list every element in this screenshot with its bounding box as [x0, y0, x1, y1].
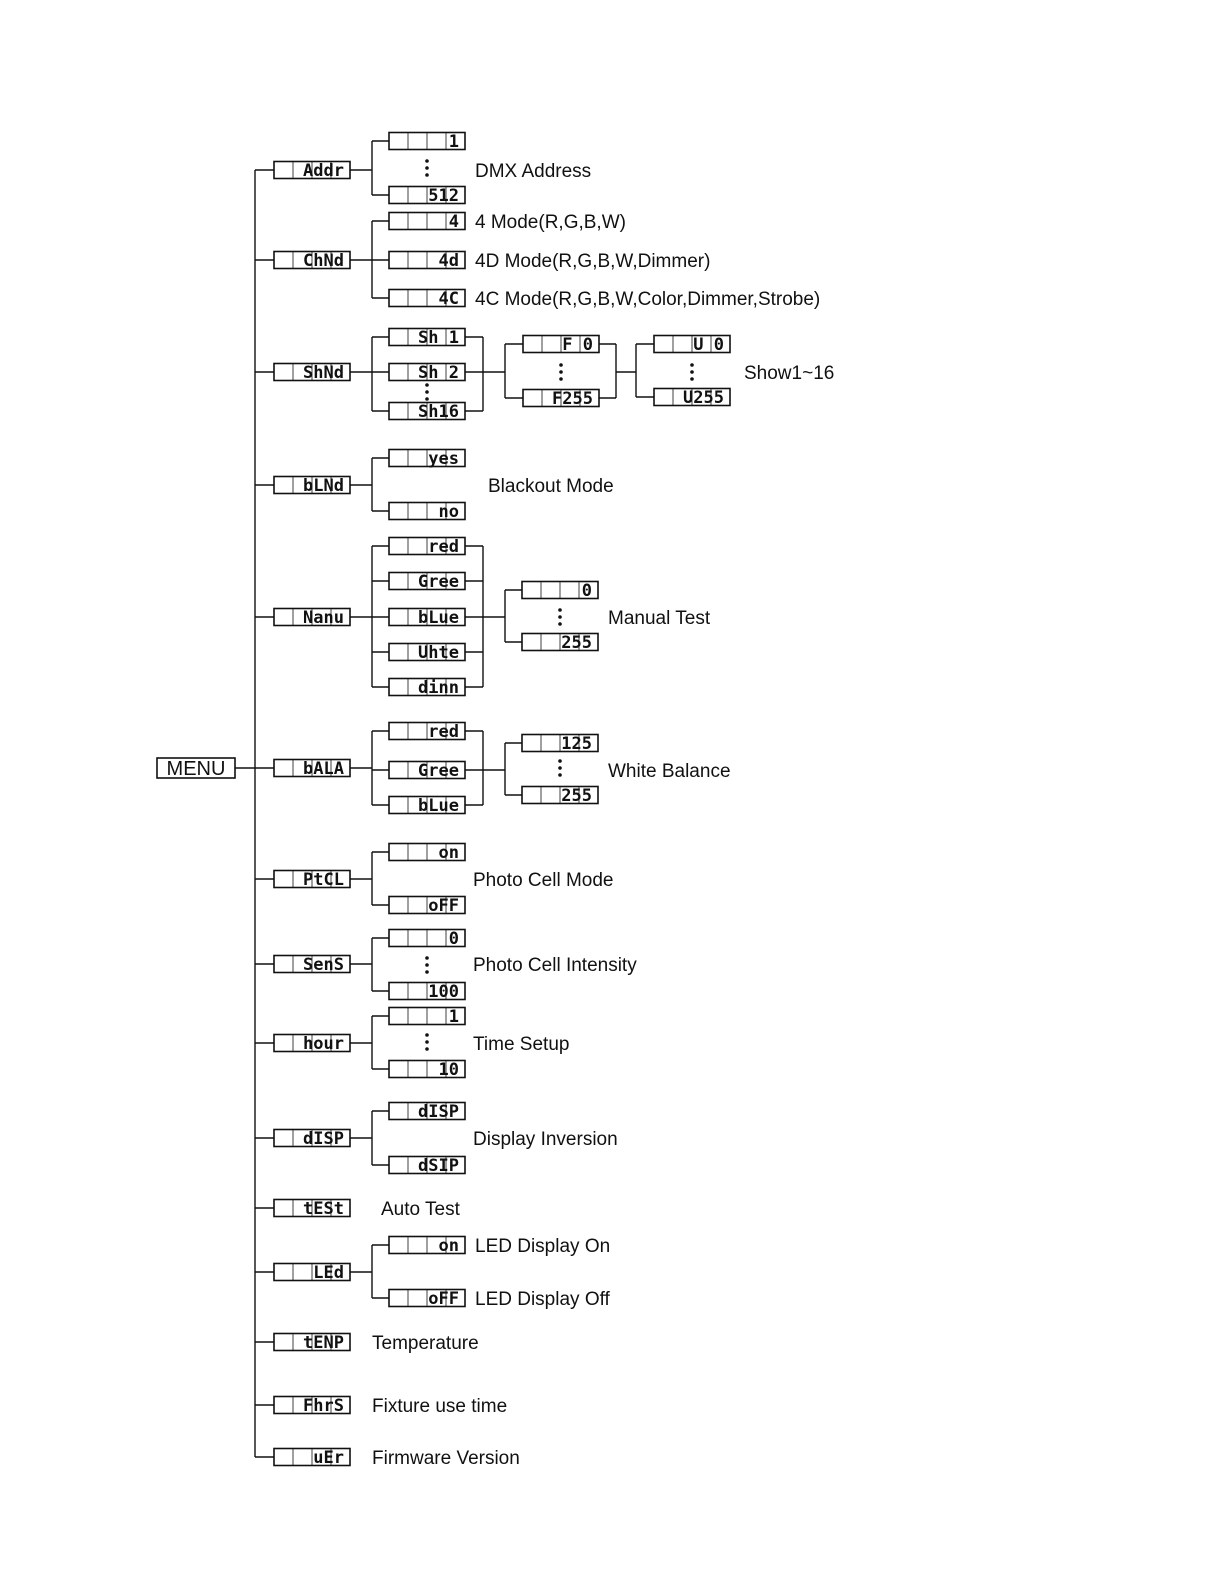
lcd-value: 0 [448, 929, 459, 949]
menu-item-test [274, 1199, 350, 1219]
option-display [389, 761, 465, 781]
lcd-value: on [438, 1236, 459, 1256]
lcd-value: 4d [438, 251, 459, 271]
menu-description: DMX Address [475, 161, 592, 182]
menu-description: Firmware Version [372, 1448, 520, 1469]
option-display [522, 633, 598, 653]
option-description: LED Display Off [475, 1289, 610, 1310]
lcd-value: 1 [448, 132, 459, 152]
option-display [523, 389, 599, 409]
option-display [389, 363, 465, 383]
lcd-value: Sh16 [418, 402, 459, 422]
lcd-value: U255 [683, 388, 724, 408]
option-display [522, 581, 598, 601]
lcd-value: 512 [428, 186, 459, 206]
lcd-value: red [428, 537, 459, 557]
lcd-value: dISP [418, 1102, 459, 1122]
option-display [389, 572, 465, 592]
option-display [654, 335, 730, 355]
ellipsis-icon [425, 383, 429, 401]
lcd-value: Gree [418, 761, 459, 781]
lcd-value: on [438, 843, 459, 863]
menu-item-disp [274, 1129, 350, 1149]
lcd-value: oFF [428, 1289, 459, 1309]
lcd-value: 4C [438, 289, 459, 309]
option-display [389, 796, 465, 816]
lcd-value: ShNd [303, 363, 344, 383]
lcd-value: tENP [303, 1333, 344, 1353]
lcd-value: Sh 2 [418, 363, 459, 383]
menu-item-hour [274, 1034, 350, 1054]
option-display [389, 982, 465, 1002]
menu-description: Auto Test [381, 1199, 460, 1220]
lcd-value: 0 [581, 581, 592, 601]
lcd-value: 1 [448, 1007, 459, 1027]
menu-description: Fixture use time [372, 1396, 508, 1417]
lcd-value: dISP [303, 1129, 344, 1149]
option-display [389, 643, 465, 663]
menu-item-nanu [274, 608, 350, 628]
lcd-value: Sh 1 [418, 328, 459, 348]
option-display [389, 929, 465, 949]
lcd-value: Uhte [418, 643, 459, 663]
menu-item-chnd [274, 251, 350, 271]
option-display [389, 608, 465, 628]
lcd-value: no [438, 502, 459, 522]
option-display [389, 843, 465, 863]
lcd-value: Nanu [303, 608, 344, 628]
ellipsis-icon [425, 159, 429, 177]
lcd-value: dinn [418, 678, 459, 698]
menu-description: Photo Cell Mode [473, 870, 614, 891]
option-display [389, 328, 465, 348]
option-description: 4 Mode(R,G,B,W) [475, 212, 626, 233]
lcd-value: 100 [428, 982, 459, 1002]
lcd-value: bALA [303, 759, 344, 779]
lcd-value: hour [303, 1034, 344, 1054]
option-display [389, 537, 465, 557]
lcd-value: 4 [448, 212, 459, 232]
option-display [389, 678, 465, 698]
menu-description: White Balance [608, 761, 731, 782]
menu-item-sens [274, 955, 350, 975]
lcd-value: Gree [418, 572, 459, 592]
ellipsis-icon [558, 759, 562, 777]
menu-description: Show1~16 [744, 363, 835, 384]
menu-item-bala [274, 759, 350, 779]
menu-description: Photo Cell Intensity [473, 955, 637, 976]
option-display [389, 132, 465, 152]
lcd-value: F 0 [562, 335, 593, 355]
menu-item-addr [274, 161, 350, 181]
lcd-value: 255 [561, 786, 592, 806]
option-display [389, 502, 465, 522]
lcd-value: 125 [561, 734, 592, 754]
ellipsis-icon [425, 956, 429, 974]
menu-item-tenp [274, 1333, 350, 1353]
menu-item-uer [274, 1448, 350, 1468]
lcd-value: FhrS [303, 1396, 344, 1416]
lcd-value: SenS [303, 955, 344, 975]
option-display [389, 1060, 465, 1080]
menu-item-shnd [274, 363, 350, 383]
lcd-value: red [428, 722, 459, 742]
option-display [389, 251, 465, 271]
menu-item-blnd [274, 476, 350, 496]
lcd-value: yes [428, 449, 459, 469]
option-display [389, 1236, 465, 1256]
ellipsis-icon [690, 363, 694, 381]
option-display [389, 186, 465, 206]
lcd-value: U 0 [693, 335, 724, 355]
lcd-value: dSIP [418, 1156, 459, 1176]
option-display [389, 1156, 465, 1176]
menu-description: Manual Test [608, 608, 711, 629]
ellipsis-icon [425, 1033, 429, 1051]
option-display [389, 722, 465, 742]
lcd-value: bLue [418, 796, 459, 816]
menu-item-ptcl [274, 870, 350, 890]
option-display [523, 335, 599, 355]
option-display [389, 449, 465, 469]
menu-description: Time Setup [473, 1034, 570, 1055]
lcd-value: PtCL [303, 870, 344, 890]
option-display [389, 289, 465, 309]
menu-root-label: MENU [166, 758, 226, 780]
lcd-value: ChNd [303, 251, 344, 271]
option-description: LED Display On [475, 1236, 611, 1257]
option-display [389, 1289, 465, 1309]
lcd-value: bLNd [303, 476, 344, 496]
menu-description: Blackout Mode [488, 476, 614, 497]
option-display [654, 388, 730, 408]
lcd-value: bLue [418, 608, 459, 628]
menu-item-led [274, 1263, 350, 1283]
lcd-value: tESt [303, 1199, 344, 1219]
ellipsis-icon [559, 363, 563, 381]
menu-description: Temperature [372, 1333, 479, 1354]
lcd-value: oFF [428, 896, 459, 916]
menu-item-fhrs [274, 1396, 350, 1416]
option-display [389, 1102, 465, 1122]
option-display [389, 896, 465, 916]
lcd-value: LEd [313, 1263, 344, 1283]
lcd-value: 255 [561, 633, 592, 653]
ellipsis-icon [558, 608, 562, 626]
lcd-value: uEr [313, 1448, 344, 1468]
option-description: 4C Mode(R,G,B,W,Color,Dimmer,Strobe) [475, 289, 821, 310]
option-display [389, 1007, 465, 1027]
option-display [522, 734, 598, 754]
lcd-value: Addr [303, 161, 344, 181]
lcd-value: F255 [552, 389, 593, 409]
option-display [389, 212, 465, 232]
option-description: 4D Mode(R,G,B,W,Dimmer) [475, 251, 711, 272]
lcd-value: 10 [438, 1060, 459, 1080]
menu-description: Display Inversion [473, 1129, 618, 1150]
option-display [389, 402, 465, 422]
option-display [522, 786, 598, 806]
